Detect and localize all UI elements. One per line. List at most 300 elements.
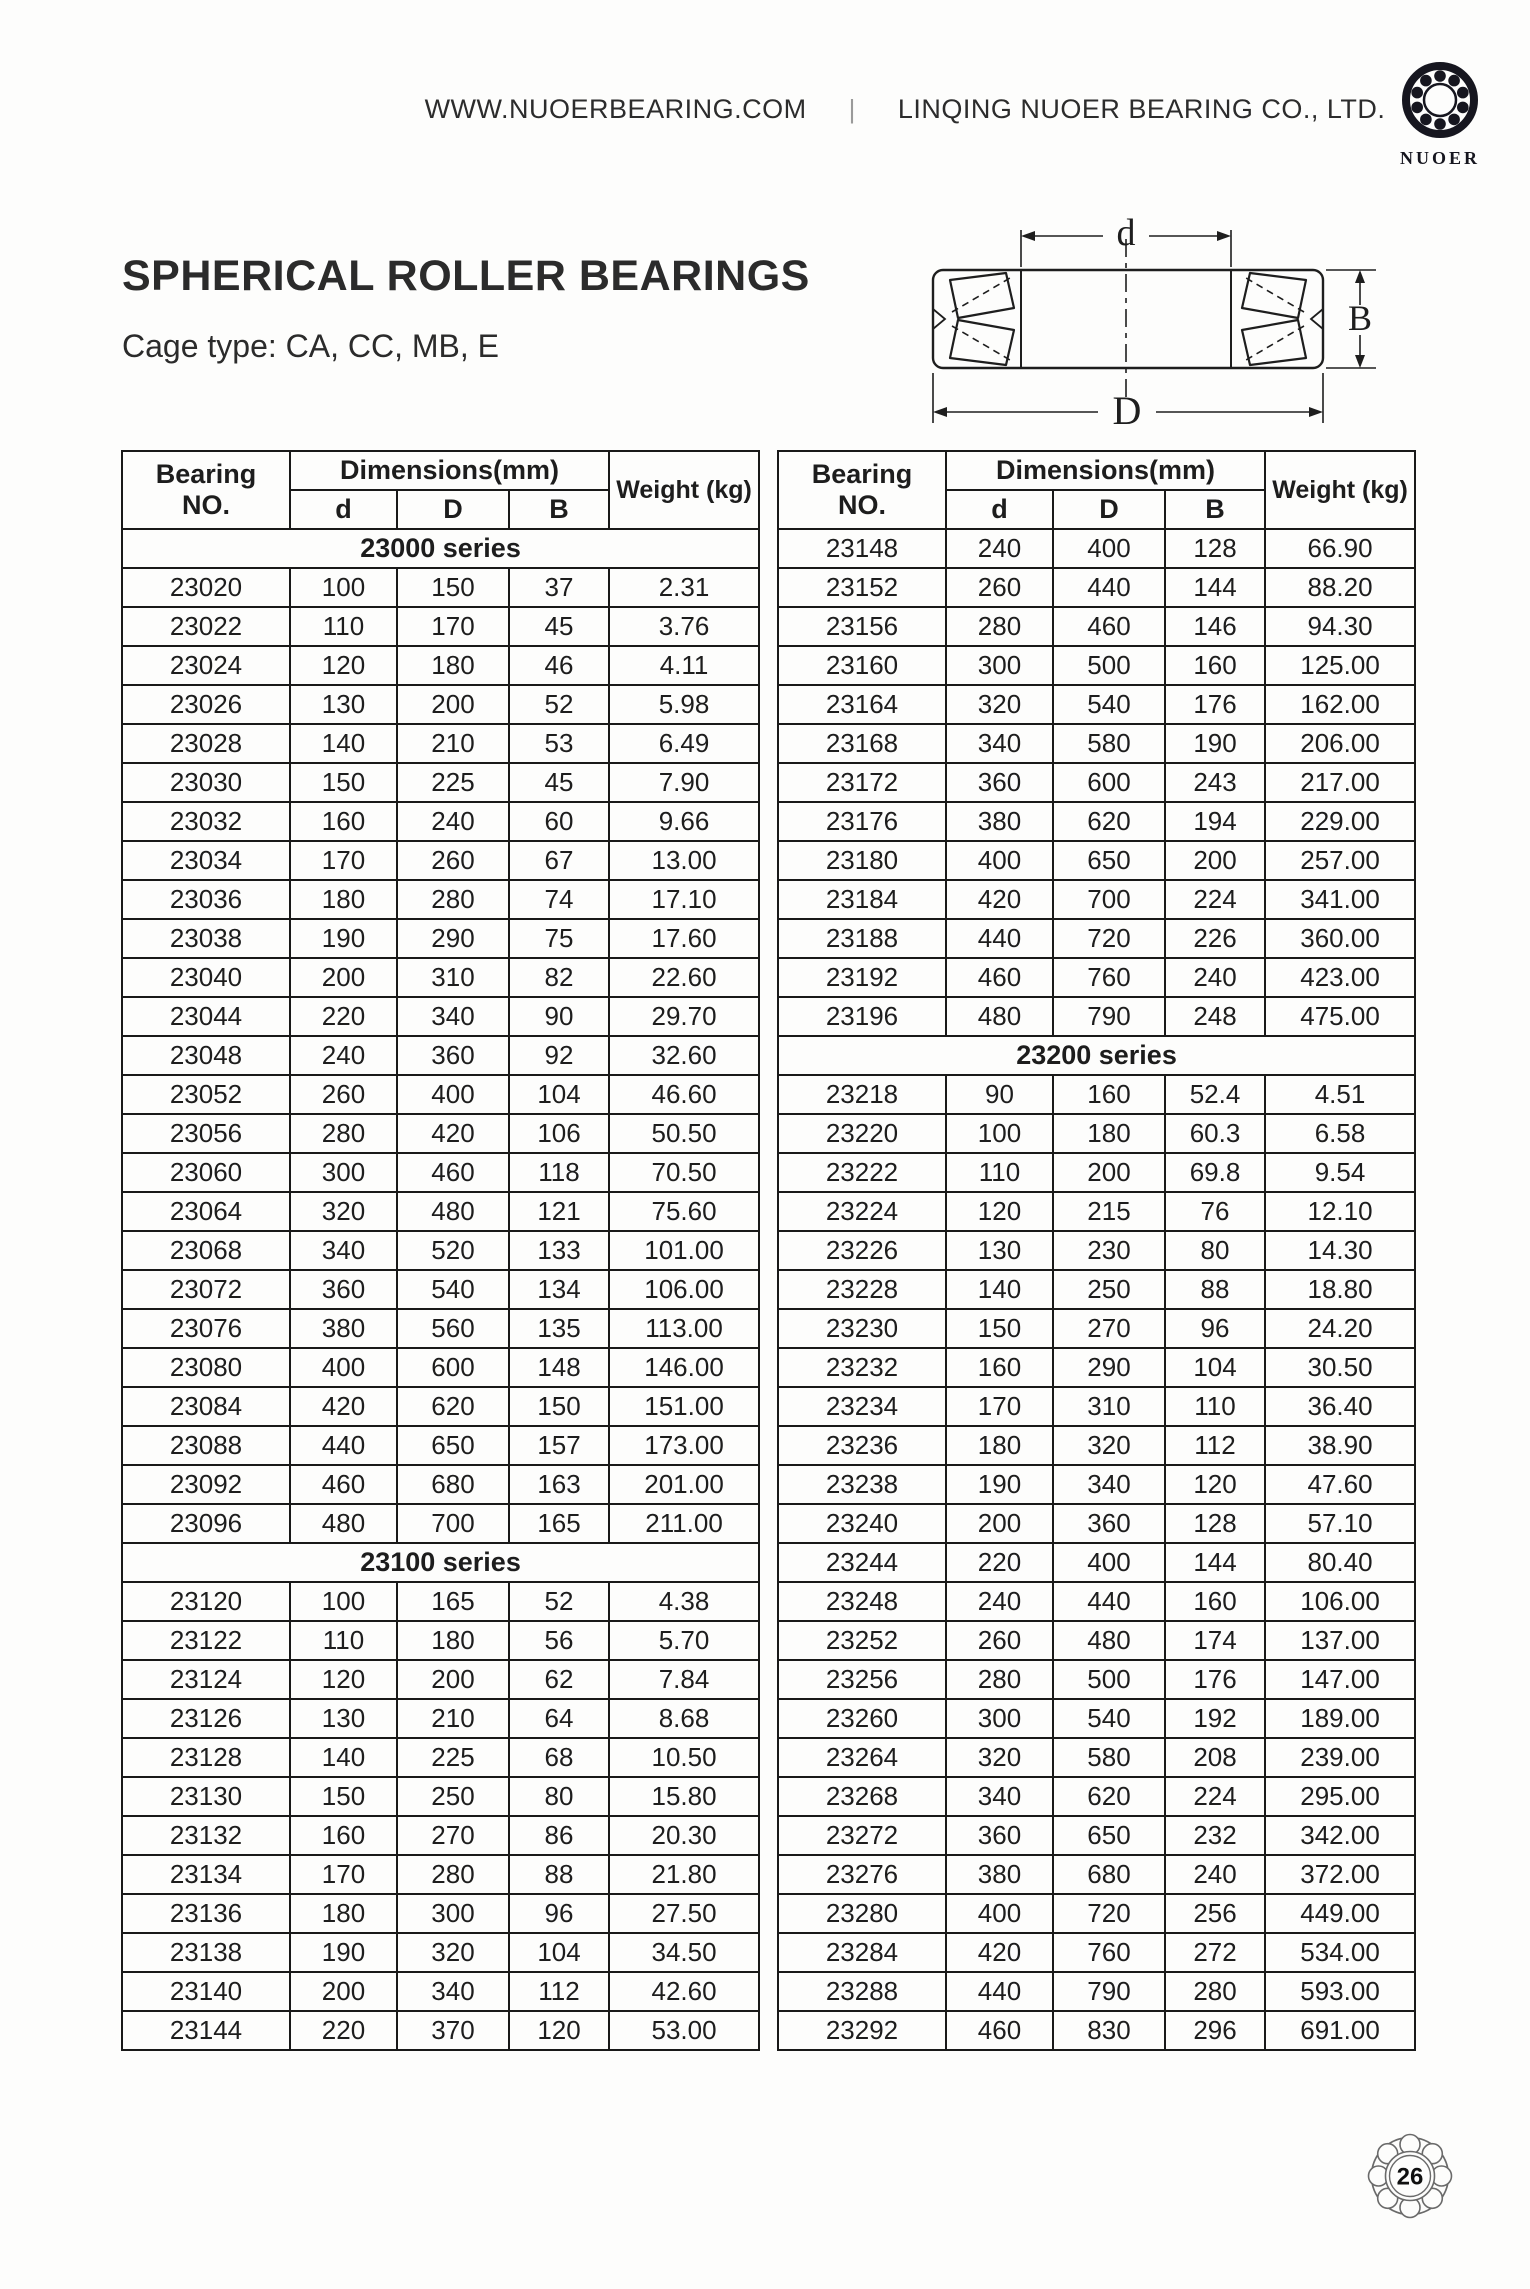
table-cell: 295.00 — [1265, 1777, 1415, 1816]
table-cell: 593.00 — [1265, 1972, 1415, 2011]
table-cell: 60.3 — [1165, 1114, 1265, 1153]
col-header-weight: Weight (kg) — [1265, 451, 1415, 529]
table-cell: 320 — [946, 1738, 1053, 1777]
table-cell: 420 — [946, 1933, 1053, 1972]
table-cell: 440 — [1053, 568, 1165, 607]
table-cell: 30.50 — [1265, 1348, 1415, 1387]
table-cell: 100 — [290, 568, 397, 607]
table-cell: 53.00 — [609, 2011, 759, 2050]
table-cell: 189.00 — [1265, 1699, 1415, 1738]
table-row — [778, 1699, 1415, 1738]
table-cell: 148 — [509, 1348, 609, 1387]
table-cell: 104 — [1165, 1348, 1265, 1387]
table-cell: 720 — [1053, 919, 1165, 958]
table-cell: 500 — [1053, 1660, 1165, 1699]
table-cell: 310 — [1053, 1387, 1165, 1426]
table-cell: 23032 — [122, 802, 290, 841]
table-cell: 42.60 — [609, 1972, 759, 2011]
table-row — [122, 1348, 759, 1387]
table-cell: 23264 — [778, 1738, 946, 1777]
table-cell: 23088 — [122, 1426, 290, 1465]
table-cell: 70.50 — [609, 1153, 759, 1192]
col-header-d: d — [290, 490, 397, 529]
table-cell: 130 — [946, 1231, 1053, 1270]
table-row — [122, 1504, 759, 1543]
table-cell: 400 — [397, 1075, 509, 1114]
col-header-weight: Weight (kg) — [609, 451, 759, 529]
table-row — [122, 997, 759, 1036]
table-cell: 475.00 — [1265, 997, 1415, 1036]
table-cell: 200 — [946, 1504, 1053, 1543]
table-cell: 12.10 — [1265, 1192, 1415, 1231]
table-row — [778, 802, 1415, 841]
table-cell: 23272 — [778, 1816, 946, 1855]
table-cell: 23230 — [778, 1309, 946, 1348]
table-cell: 23222 — [778, 1153, 946, 1192]
table-cell: 163 — [509, 1465, 609, 1504]
table-cell: 36.40 — [1265, 1387, 1415, 1426]
table-cell: 200 — [397, 1660, 509, 1699]
bearing-ring-icon — [1406, 66, 1474, 134]
table-cell: 170 — [290, 841, 397, 880]
table-cell: 620 — [1053, 802, 1165, 841]
table-cell: 23126 — [122, 1699, 290, 1738]
dimension-label-B: B — [1347, 298, 1373, 338]
series-label: 23100 series — [122, 1543, 759, 1582]
table-cell: 62 — [509, 1660, 609, 1699]
table-row — [122, 1192, 759, 1231]
table-cell: 240 — [397, 802, 509, 841]
table-cell: 23172 — [778, 763, 946, 802]
table-cell: 224 — [1165, 880, 1265, 919]
table-cell: 190 — [946, 1465, 1053, 1504]
table-cell: 23060 — [122, 1153, 290, 1192]
table-row — [778, 1387, 1415, 1426]
table-cell: 232 — [1165, 1816, 1265, 1855]
table-cell: 23218 — [778, 1075, 946, 1114]
col-header-bearing-line1: Bearing — [811, 458, 913, 489]
table-cell: 310 — [397, 958, 509, 997]
table-row — [122, 1621, 759, 1660]
table-cell: 180 — [1053, 1114, 1165, 1153]
table-cell: 32.60 — [609, 1036, 759, 1075]
table-cell: 830 — [1053, 2011, 1165, 2050]
table-cell: 176 — [1165, 1660, 1265, 1699]
table-cell: 280 — [397, 1855, 509, 1894]
table-cell: 210 — [397, 1699, 509, 1738]
table-cell: 17.60 — [609, 919, 759, 958]
table-row — [778, 1972, 1415, 2011]
table-cell: 5.70 — [609, 1621, 759, 1660]
table-cell: 23232 — [778, 1348, 946, 1387]
table-cell: 243 — [1165, 763, 1265, 802]
table-cell: 60 — [509, 802, 609, 841]
table-cell: 52.4 — [1165, 1075, 1265, 1114]
table-cell: 700 — [1053, 880, 1165, 919]
table-cell: 400 — [290, 1348, 397, 1387]
table-row — [122, 958, 759, 997]
table-cell: 3.76 — [609, 607, 759, 646]
table-cell: 23268 — [778, 1777, 946, 1816]
table-cell: 46.60 — [609, 1075, 759, 1114]
series-label: 23200 series — [778, 1036, 1415, 1075]
table-cell: 106.00 — [609, 1270, 759, 1309]
table-cell: 128 — [1165, 529, 1265, 568]
table-cell: 211.00 — [609, 1504, 759, 1543]
table-cell: 6.49 — [609, 724, 759, 763]
table-cell: 23128 — [122, 1738, 290, 1777]
table-cell: 23184 — [778, 880, 946, 919]
table-cell: 200 — [1053, 1153, 1165, 1192]
table-cell: 147.00 — [1265, 1660, 1415, 1699]
table-cell: 23024 — [122, 646, 290, 685]
table-cell: 120 — [290, 646, 397, 685]
col-header-d: d — [946, 490, 1053, 529]
table-row — [778, 1855, 1415, 1894]
table-cell: 248 — [1165, 997, 1265, 1036]
col-header-bearing-line1: Bearing — [155, 458, 257, 489]
table-cell: 7.84 — [609, 1660, 759, 1699]
table-cell: 27.50 — [609, 1894, 759, 1933]
bearing-table-left — [121, 450, 758, 2051]
table-row — [122, 1582, 759, 1621]
table-cell: 140 — [946, 1270, 1053, 1309]
table-row — [778, 1075, 1415, 1114]
table-cell: 23026 — [122, 685, 290, 724]
table-cell: 23148 — [778, 529, 946, 568]
table-cell: 480 — [397, 1192, 509, 1231]
table-cell: 200 — [1165, 841, 1265, 880]
table-cell: 130 — [290, 1699, 397, 1738]
col-header-D: D — [1053, 490, 1165, 529]
table-cell: 239.00 — [1265, 1738, 1415, 1777]
table-cell: 140 — [290, 1738, 397, 1777]
table-cell: 290 — [1053, 1348, 1165, 1387]
table-cell: 80 — [1165, 1231, 1265, 1270]
table-row — [778, 1309, 1415, 1348]
table-cell: 23138 — [122, 1933, 290, 1972]
table-cell: 226 — [1165, 919, 1265, 958]
table-cell: 600 — [1053, 763, 1165, 802]
table-row — [778, 1660, 1415, 1699]
table-cell: 112 — [509, 1972, 609, 2011]
table-cell: 112 — [1165, 1426, 1265, 1465]
table-cell: 23252 — [778, 1621, 946, 1660]
table-cell: 7.90 — [609, 763, 759, 802]
table-cell: 96 — [509, 1894, 609, 1933]
table-cell: 23240 — [778, 1504, 946, 1543]
table-cell: 180 — [397, 1621, 509, 1660]
table-cell: 380 — [946, 1855, 1053, 1894]
col-header-B: B — [1165, 490, 1265, 529]
table-cell: 300 — [397, 1894, 509, 1933]
table-cell: 140 — [290, 724, 397, 763]
table-cell: 260 — [946, 568, 1053, 607]
table-cell: 82 — [509, 958, 609, 997]
table-cell: 21.80 — [609, 1855, 759, 1894]
table-cell: 88 — [509, 1855, 609, 1894]
table-row — [778, 958, 1415, 997]
table-cell: 23284 — [778, 1933, 946, 1972]
table-cell: 23188 — [778, 919, 946, 958]
right-roller-pack — [1242, 273, 1306, 365]
table-cell: 23226 — [778, 1231, 946, 1270]
table-cell: 420 — [290, 1387, 397, 1426]
table-cell: 57.10 — [1265, 1504, 1415, 1543]
table-row — [122, 568, 759, 607]
bearing-table-left-body — [122, 529, 759, 2050]
table-cell: 10.50 — [609, 1738, 759, 1777]
table-cell: 372.00 — [1265, 1855, 1415, 1894]
table-cell: 23072 — [122, 1270, 290, 1309]
table-cell: 760 — [1053, 958, 1165, 997]
table-cell: 217.00 — [1265, 763, 1415, 802]
table-cell: 50.50 — [609, 1114, 759, 1153]
table-row — [122, 1426, 759, 1465]
table-row — [778, 1348, 1415, 1387]
table-row — [122, 1933, 759, 1972]
table-cell: 400 — [1053, 529, 1165, 568]
table-cell: 160 — [1053, 1075, 1165, 1114]
table-cell: 257.00 — [1265, 841, 1415, 880]
table-cell: 157 — [509, 1426, 609, 1465]
table-cell: 24.20 — [1265, 1309, 1415, 1348]
table-cell: 23260 — [778, 1699, 946, 1738]
col-header-dimensions: Dimensions(mm) — [946, 451, 1265, 490]
table-row — [122, 1738, 759, 1777]
table-cell: 90 — [509, 997, 609, 1036]
table-cell: 23160 — [778, 646, 946, 685]
table-cell: 88.20 — [1265, 568, 1415, 607]
table-row — [778, 1582, 1415, 1621]
table-cell: 23238 — [778, 1465, 946, 1504]
table-cell: 23076 — [122, 1309, 290, 1348]
table-row — [122, 1036, 759, 1075]
table-row — [778, 1192, 1415, 1231]
header-separator: | — [848, 94, 856, 124]
table-row — [122, 646, 759, 685]
table-row — [122, 1309, 759, 1348]
table-cell: 23124 — [122, 1660, 290, 1699]
table-cell: 4.38 — [609, 1582, 759, 1621]
table-cell: 110 — [290, 607, 397, 646]
table-row — [778, 724, 1415, 763]
logo-text: NUOER — [1399, 148, 1481, 168]
table-cell: 2.31 — [609, 568, 759, 607]
company-name: LINQING NUOER BEARING CO., LTD. — [897, 94, 1386, 124]
table-cell: 296 — [1165, 2011, 1265, 2050]
table-row — [122, 1465, 759, 1504]
table-row — [122, 1231, 759, 1270]
table-row — [778, 646, 1415, 685]
table-cell: 340 — [946, 724, 1053, 763]
table-cell: 23064 — [122, 1192, 290, 1231]
table-cell: 460 — [1053, 607, 1165, 646]
table-cell: 180 — [397, 646, 509, 685]
table-cell: 150 — [397, 568, 509, 607]
table-cell: 680 — [1053, 1855, 1165, 1894]
table-cell: 23122 — [122, 1621, 290, 1660]
table-cell: 66.90 — [1265, 529, 1415, 568]
table-cell: 23276 — [778, 1855, 946, 1894]
table-cell: 23176 — [778, 802, 946, 841]
table-cell: 201.00 — [609, 1465, 759, 1504]
table-cell: 580 — [1053, 724, 1165, 763]
table-row — [122, 1816, 759, 1855]
table-cell: 280 — [1165, 1972, 1265, 2011]
table-row — [778, 1465, 1415, 1504]
table-row — [778, 997, 1415, 1036]
table-cell: 94.30 — [1265, 607, 1415, 646]
table-cell: 23040 — [122, 958, 290, 997]
table-cell: 215 — [1053, 1192, 1165, 1231]
table-cell: 320 — [1053, 1426, 1165, 1465]
table-cell: 92 — [509, 1036, 609, 1075]
table-cell: 23048 — [122, 1036, 290, 1075]
table-cell: 104 — [509, 1933, 609, 1972]
col-header-D: D — [397, 490, 509, 529]
table-cell: 340 — [397, 997, 509, 1036]
bearing-table-right — [777, 450, 1414, 2051]
table-cell: 68 — [509, 1738, 609, 1777]
table-cell: 23068 — [122, 1231, 290, 1270]
table-row — [122, 1699, 759, 1738]
table-cell: 650 — [1053, 841, 1165, 880]
table-cell: 121 — [509, 1192, 609, 1231]
table-cell: 342.00 — [1265, 1816, 1415, 1855]
table-cell: 52 — [509, 685, 609, 724]
table-cell: 38.90 — [1265, 1426, 1415, 1465]
table-row — [122, 1387, 759, 1426]
table-cell: 340 — [290, 1231, 397, 1270]
table-row — [122, 1855, 759, 1894]
table-cell: 180 — [290, 1894, 397, 1933]
table-cell: 75 — [509, 919, 609, 958]
table-row — [778, 568, 1415, 607]
table-cell: 250 — [1053, 1270, 1165, 1309]
table-cell: 146.00 — [609, 1348, 759, 1387]
table-cell: 210 — [397, 724, 509, 763]
table-cell: 23132 — [122, 1816, 290, 1855]
table-cell: 400 — [946, 1894, 1053, 1933]
table-cell: 150 — [290, 1777, 397, 1816]
table-cell: 37 — [509, 568, 609, 607]
table-cell: 76 — [1165, 1192, 1265, 1231]
col-header-bearing-no — [778, 451, 946, 529]
table-cell: 6.58 — [1265, 1114, 1415, 1153]
table-cell: 22.60 — [609, 958, 759, 997]
table-cell: 23044 — [122, 997, 290, 1036]
table-cell: 23236 — [778, 1426, 946, 1465]
table-cell: 23080 — [122, 1348, 290, 1387]
table-cell: 360 — [290, 1270, 397, 1309]
table-cell: 160 — [946, 1348, 1053, 1387]
table-cell: 23056 — [122, 1114, 290, 1153]
col-header-bearing-line2: NO. — [181, 490, 230, 520]
table-cell: 15.80 — [609, 1777, 759, 1816]
table-cell: 460 — [946, 958, 1053, 997]
table-cell: 23292 — [778, 2011, 946, 2050]
table-cell: 29.70 — [609, 997, 759, 1036]
table-cell: 165 — [397, 1582, 509, 1621]
table-cell: 449.00 — [1265, 1894, 1415, 1933]
table-cell: 23140 — [122, 1972, 290, 2011]
dimension-label-D: D — [1112, 388, 1142, 433]
table-cell: 440 — [946, 1972, 1053, 2011]
table-cell: 23244 — [778, 1543, 946, 1582]
table-cell: 106 — [509, 1114, 609, 1153]
table-cell: 150 — [509, 1387, 609, 1426]
table-cell: 270 — [1053, 1309, 1165, 1348]
table-cell: 23084 — [122, 1387, 290, 1426]
table-cell: 69.8 — [1165, 1153, 1265, 1192]
table-cell: 200 — [290, 958, 397, 997]
table-cell: 101.00 — [609, 1231, 759, 1270]
table-cell: 700 — [397, 1504, 509, 1543]
series-label: 23000 series — [122, 529, 759, 568]
table-cell: 120 — [946, 1192, 1053, 1231]
table-cell: 650 — [397, 1426, 509, 1465]
table-cell: 134 — [509, 1270, 609, 1309]
table-cell: 240 — [1165, 958, 1265, 997]
table-cell: 23038 — [122, 919, 290, 958]
table-cell: 150 — [290, 763, 397, 802]
table-row — [778, 1738, 1415, 1777]
table-cell: 23234 — [778, 1387, 946, 1426]
table-cell: 23034 — [122, 841, 290, 880]
table-cell: 240 — [946, 529, 1053, 568]
table-row — [122, 724, 759, 763]
table-row — [778, 1777, 1415, 1816]
table-cell: 520 — [397, 1231, 509, 1270]
table-cell: 74 — [509, 880, 609, 919]
table-cell: 580 — [1053, 1738, 1165, 1777]
page-number: 26 — [1396, 2163, 1424, 2191]
table-cell: 190 — [1165, 724, 1265, 763]
table-cell: 360 — [946, 763, 1053, 802]
site-header — [280, 94, 1530, 125]
dimension-label-d: d — [1116, 212, 1136, 254]
table-cell: 360 — [397, 1036, 509, 1075]
table-cell: 650 — [1053, 1816, 1165, 1855]
table-cell: 23130 — [122, 1777, 290, 1816]
table-cell: 691.00 — [1265, 2011, 1415, 2050]
table-cell: 480 — [946, 997, 1053, 1036]
table-row — [122, 1894, 759, 1933]
table-cell: 360 — [946, 1816, 1053, 1855]
table-cell: 67 — [509, 841, 609, 880]
table-cell: 380 — [946, 802, 1053, 841]
table-cell: 240 — [1165, 1855, 1265, 1894]
table-cell: 46 — [509, 646, 609, 685]
table-cell: 170 — [290, 1855, 397, 1894]
table-cell: 225 — [397, 763, 509, 802]
page-title: SPHERICAL ROLLER BEARINGS — [122, 252, 810, 300]
table-cell: 18.80 — [1265, 1270, 1415, 1309]
table-cell: 600 — [397, 1348, 509, 1387]
table-cell: 229.00 — [1265, 802, 1415, 841]
table-cell: 64 — [509, 1699, 609, 1738]
table-cell: 23228 — [778, 1270, 946, 1309]
table-cell: 23120 — [122, 1582, 290, 1621]
table-cell: 620 — [397, 1387, 509, 1426]
series-row — [778, 1036, 1415, 1075]
table-cell: 23156 — [778, 607, 946, 646]
table-cell: 760 — [1053, 1933, 1165, 1972]
table-cell: 180 — [290, 880, 397, 919]
table-cell: 320 — [946, 685, 1053, 724]
table-cell: 23288 — [778, 1972, 946, 2011]
